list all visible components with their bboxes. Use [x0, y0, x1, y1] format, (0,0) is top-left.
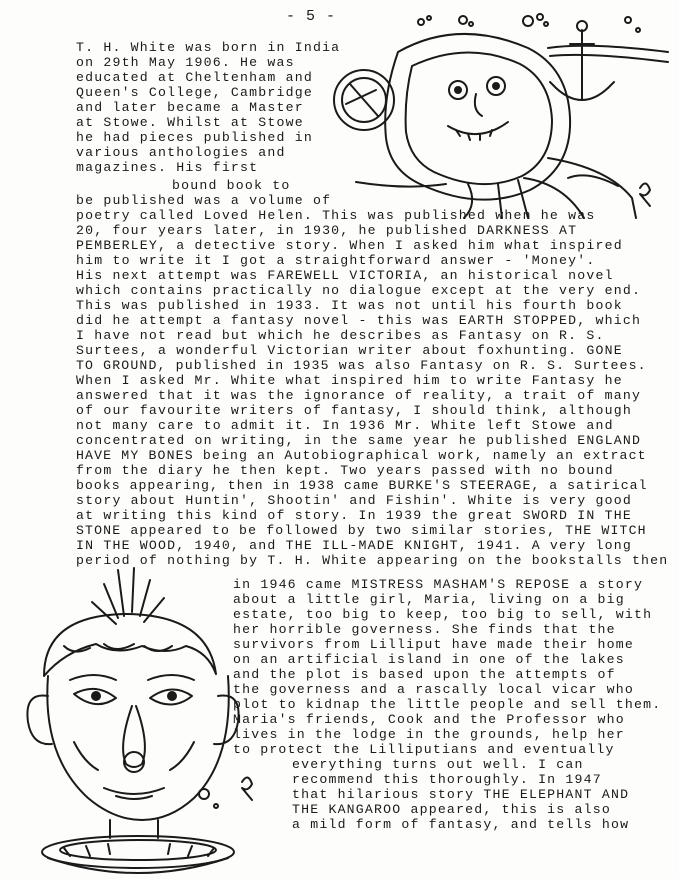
text-line: period of nothing by T. H. White appearing on the bookstalls then: [76, 553, 669, 568]
text-line: her horrible governess. She finds that the: [233, 622, 616, 637]
text-line: Queen's College, Cambridge: [76, 85, 313, 100]
text-line: on 29th May 1906. He was: [76, 55, 295, 70]
text-line: Surtees, a wonderful Victorian writer about foxhunting. GONE: [76, 343, 623, 358]
text-line: STONE appeared to be followed by two similar stories, THE WITCH: [76, 523, 647, 538]
text-line: to protect the Lilliputians and eventually: [233, 742, 615, 757]
text-line: HAVE MY BONES being an Autobiographical work, namely an extract: [76, 448, 647, 463]
text-line: story about Huntin', Shootin' and Fishin'. White is very good: [76, 493, 632, 508]
diver-helmet-figure-icon: [318, 8, 676, 220]
text-line: recommend this thoroughly. In 1947: [292, 772, 602, 787]
text-line: about a little girl, Maria, living on a big: [233, 592, 625, 607]
text-line: he had pieces published in: [76, 130, 313, 145]
text-line: books appearing, then in 1938 came BURKE'S STEERAGE, a satirical: [76, 478, 648, 493]
text-line: a mild form of fantasy, and tells how: [292, 817, 630, 832]
text-line: His next attempt was FAREWELL VICTORIA, an historical novel: [76, 268, 614, 283]
text-line: that hilarious story THE ELEPHANT AND: [292, 787, 630, 802]
text-line: Maria's friends, Cook and the Professor who: [233, 712, 625, 727]
text-line: THE KANGAROO appeared, this is also: [292, 802, 611, 817]
text-line: educated at Cheltenham and: [76, 70, 313, 85]
text-line: the governess and a rascally local vicar who: [233, 682, 635, 697]
text-line: magazines. His first: [76, 160, 259, 175]
text-line: in 1946 came MISTRESS MASHAM'S REPOSE a story: [233, 577, 644, 592]
text-line: lives in the lodge in the grounds, help her: [233, 727, 625, 742]
text-line: bound book to: [172, 178, 291, 193]
text-line: and later became a Master: [76, 100, 304, 115]
text-line: PEMBERLEY, a detective story. When I asked him what inspired: [76, 238, 623, 253]
text-line: TO GROUND, published in 1935 was also Fantasy on R. S. Surtees.: [76, 358, 647, 373]
text-line: of our favourite writers of fantasy, I should think, although: [76, 403, 632, 418]
text-line: answered that it was the ignorance of reality, a trait of many: [76, 388, 642, 403]
text-line: T. H. White was born in India: [76, 40, 341, 55]
text-line: various anthologies and: [76, 145, 286, 160]
text-line: from the diary he then kept. Two years passed with no bound: [76, 463, 614, 478]
text-line: plot to kidnap the little people and sell them.: [233, 697, 662, 712]
text-line: which contains practically no dialogue except at the very end.: [76, 283, 642, 298]
text-line: everything turns out well. I can: [292, 757, 584, 772]
text-line: be published was a volume of: [76, 193, 332, 208]
page-number: - 5 -: [286, 8, 337, 25]
text-line: and the plot is based upon the attempts of: [233, 667, 616, 682]
text-line: him to write it I got a straightforward answer - 'Money'.: [76, 253, 596, 268]
text-line: This was published in 1933. It was not until his fourth book: [76, 298, 623, 313]
text-line: I have not read but which he describes as Fantasy on R. S.: [76, 328, 605, 343]
text-line: 20, four years later, in 1930, he published DARKNESS AT: [76, 223, 578, 238]
text-line: on an artificial island in one of the lakes: [233, 652, 625, 667]
text-line: IN THE WOOD, 1940, and THE ILL-MADE KNIGHT, 1941. A very long: [76, 538, 632, 553]
text-line: survivors from Lilliput have made their home: [233, 637, 635, 652]
text-line: concentrated on writing, in the same year he published ENGLAND: [76, 433, 642, 448]
text-line: did he attempt a fantasy novel - this was EARTH STOPPED, which: [76, 313, 642, 328]
text-line: When I asked Mr. White what inspired him to write Fantasy he: [76, 373, 623, 388]
text-line: estate, too big to keep, too big to sell, with: [233, 607, 653, 622]
text-line: at Stowe. Whilst at Stowe: [76, 115, 304, 130]
text-line: not many care to admit it. In 1936 Mr. White left Stowe and: [76, 418, 614, 433]
text-line: at writing this kind of story. In 1939 the great SWORD IN THE: [76, 508, 632, 523]
text-line: poetry called Loved Helen. This was published when he was: [76, 208, 596, 223]
